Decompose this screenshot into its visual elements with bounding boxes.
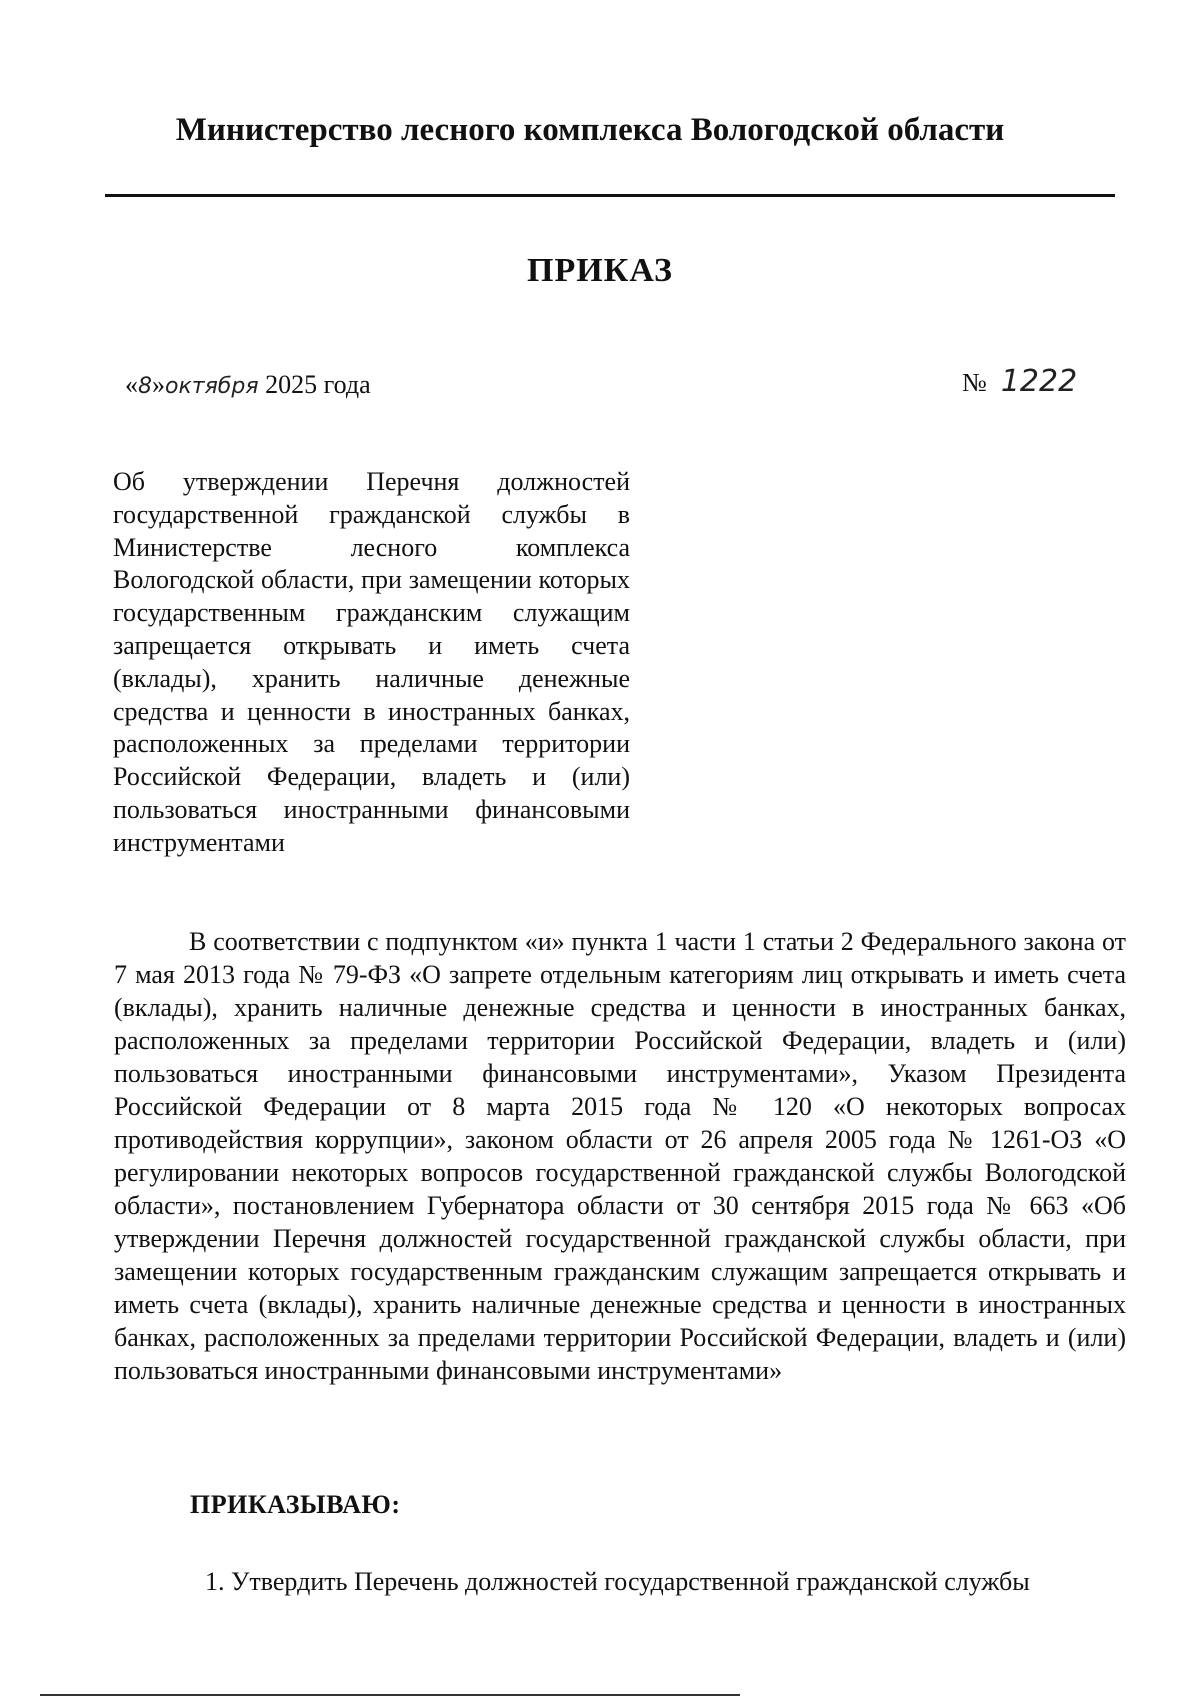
document-date bbox=[125, 370, 371, 400]
organization-name: Министерство лесного комплекса Вологодской области bbox=[175, 112, 1005, 148]
date-close-quote: » bbox=[152, 370, 165, 399]
date-year: 2025 года bbox=[265, 370, 371, 399]
number-value-handwritten: 1222 bbox=[1000, 364, 1078, 399]
date-open-quote: « bbox=[125, 370, 138, 399]
page-bottom-line bbox=[40, 1694, 740, 1696]
header-divider bbox=[105, 194, 1115, 197]
operative-item-1: 1. Утвердить Перечень должностей государственной гражданской службы bbox=[205, 1567, 1030, 1596]
document-subject: Об утверждении Перечня должностей государственной гражданской службы в Министерстве лесного комплекса Вологодской области, при замещении которых государственным гражданским служащим запрещается открывать и иметь счета (вклады), хранить наличные денежные средства и ценности в иностранных банках, расположенных за пределами территории Российской Федерации, владеть и (или) пользоваться иностранными финансовыми инструментами bbox=[113, 467, 630, 857]
document-title: ПРИКАЗ bbox=[527, 252, 673, 289]
number-label: № bbox=[962, 368, 987, 397]
preamble-paragraph: В соответствии с подпунктом «и» пункта 1 части 1 статьи 2 Федерального закона от 7 мая 2013 года № 79-ФЗ «О запрете отдельным категориям лиц открывать и иметь счета (вклады), хранить наличные денежные средства и ценности в иностранных банках, расположенных за пределами территории Российской Федерации, владеть и (или) пользоваться иностранными финансовыми инструментами», Указом Президента Российской Федерации от 8 марта 2015 года № 120 «О некоторых вопросах противодействия коррупции», законом области от 26 апреля 2005 года № 1261-ОЗ «О регулировании некоторых вопросов государственной гражданской службы Вологодской области», постановлением Губернатора области от 30 сентября 2015 года № 663 «Об утверждении Перечня должностей государственной гражданской службы области, при замещении которых государственным гражданским служащим запрещается открывать и иметь счета (вклады), хранить наличные денежные средства и ценности в иностранных банках, расположенных за пределами территории Российской Федерации, владеть и (или) пользоваться иностранными финансовыми инструментами» bbox=[114, 927, 1126, 1385]
document-number bbox=[962, 364, 1077, 399]
operative-heading: ПРИКАЗЫВАЮ: bbox=[190, 1490, 401, 1519]
date-day-handwritten: 8 bbox=[138, 374, 152, 399]
date-month-handwritten: октября bbox=[165, 374, 259, 399]
